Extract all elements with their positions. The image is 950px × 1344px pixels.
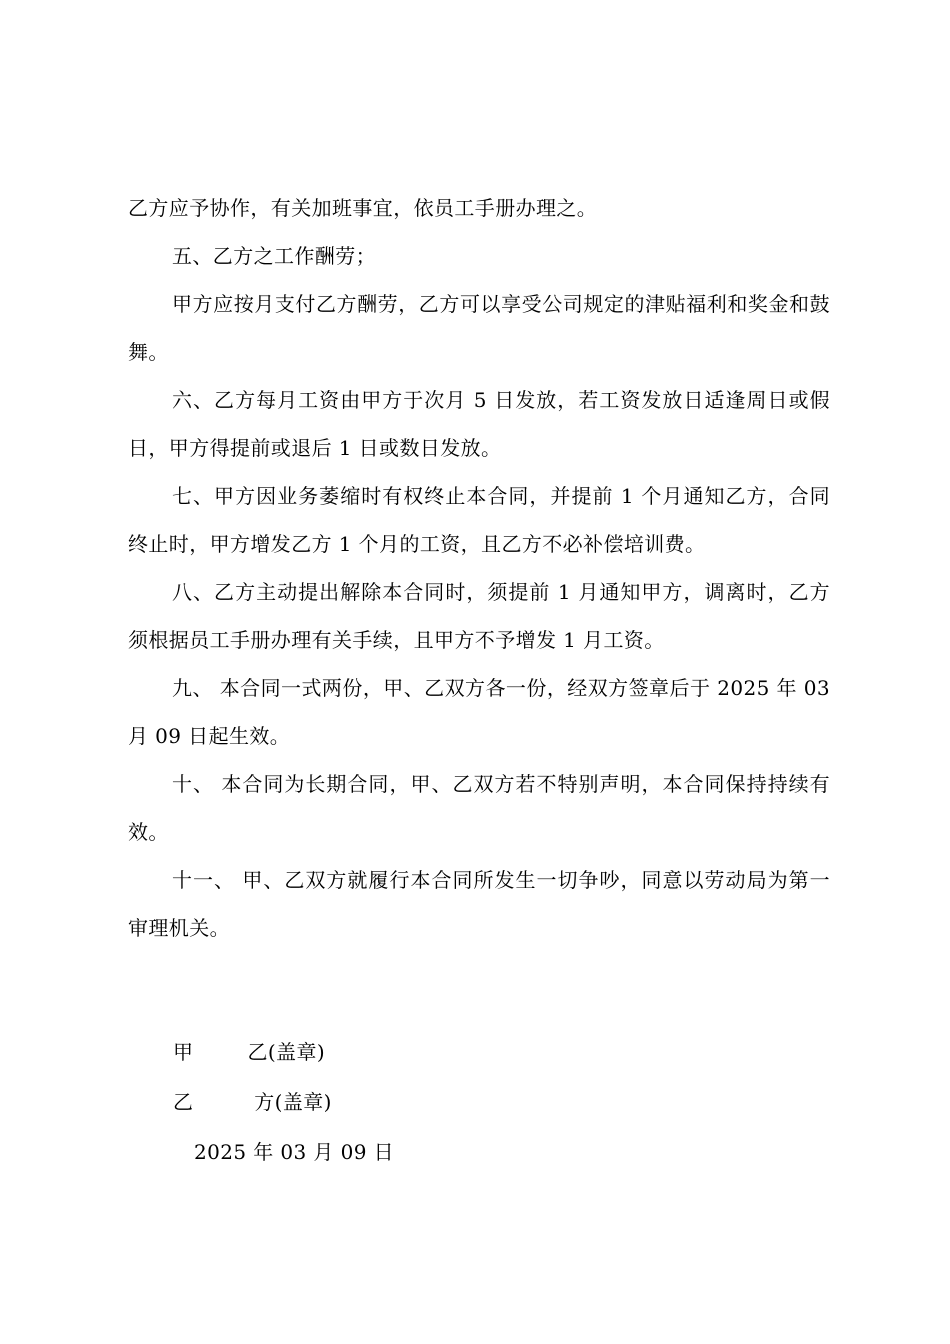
clause-10: 十、 本合同为长期合同，甲、乙双方若不特别声明，本合同保持持续有效。: [128, 772, 830, 844]
clause-6: 六、乙方每月工资由甲方于次月 5 日发放，若工资发放日适逢周日或假日，甲方得提前或退后 1 日或数日发放。: [128, 388, 830, 460]
clause-5-body: 甲方应按月支付乙方酬劳，乙方可以享受公司规定的津贴福利和奖金和鼓舞。: [128, 292, 830, 364]
contract-body: [128, 184, 830, 952]
signature-party-a: 甲 乙(盖章): [173, 1040, 326, 1064]
clause-9: 九、 本合同一式两份，甲、乙双方各一份，经双方签章后于 2025 年 03 月 09 日起生效。: [128, 676, 830, 748]
clause-5-heading: 五、乙方之工作酬劳；: [172, 244, 376, 268]
paragraph-overtime-continuation: 乙方应予协作，有关加班事宜，依员工手册办理之。: [128, 196, 598, 220]
signature-party-b: 乙 方(盖章): [173, 1090, 332, 1114]
clause-7: 七、甲方因业务萎缩时有权终止本合同，并提前 1 个月通知乙方，合同终止时，甲方增发乙方 1 个月的工资，且乙方不必补偿培训费。: [128, 484, 830, 556]
clause-11: 十一、 甲、乙双方就履行本合同所发生一切争吵，同意以劳动局为第一审理机关。: [128, 868, 830, 940]
clause-8: 八、乙方主动提出解除本合同时，须提前 1 月通知甲方，调离时，乙方须根据员工手册办理有关手续，且甲方不予增发 1 月工资。: [128, 580, 830, 652]
signature-date: 2025 年 03 月 09 日: [194, 1140, 394, 1164]
